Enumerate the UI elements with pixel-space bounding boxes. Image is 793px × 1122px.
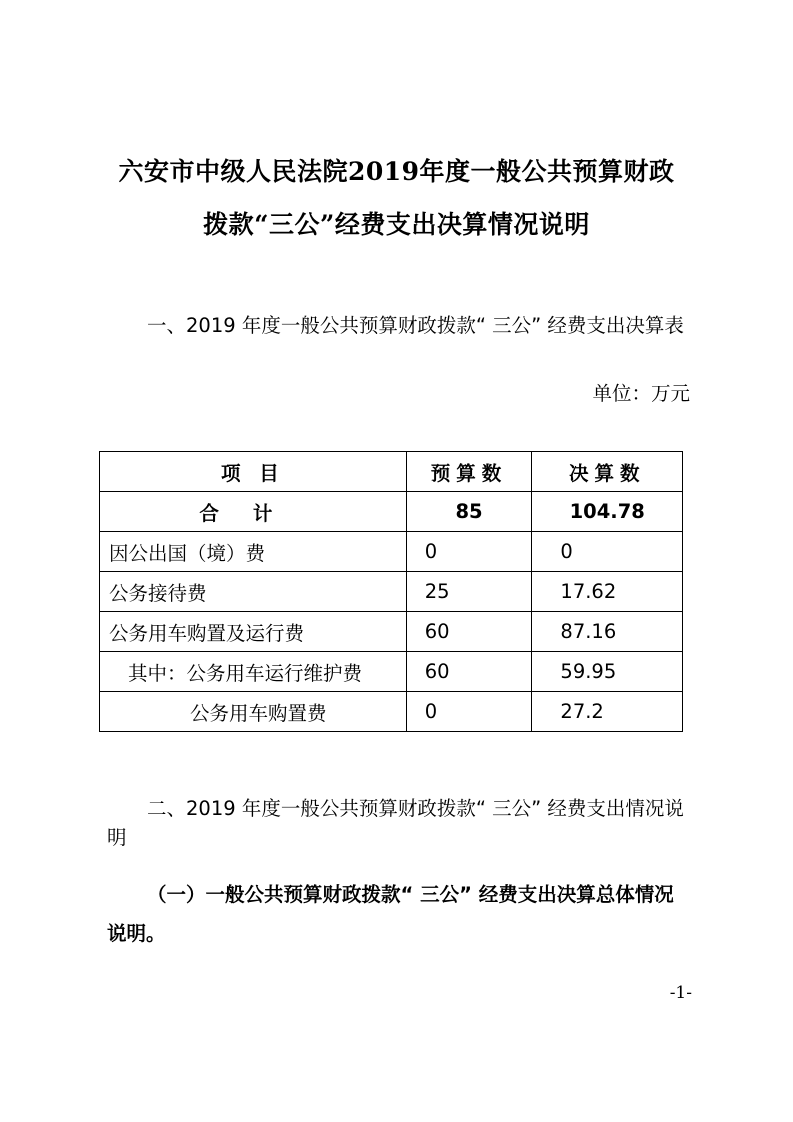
total-final: 104.78 xyxy=(532,492,683,532)
total-label: 合计 xyxy=(100,492,407,532)
row-budget: 25 xyxy=(406,572,532,612)
table-row xyxy=(100,692,683,732)
row-budget: 0 xyxy=(406,532,532,572)
total-budget: 85 xyxy=(406,492,532,532)
row-final: 17.62 xyxy=(532,572,683,612)
section-2-subheading: （一）一般公共预算财政拨款“ 三公” 经费支出决算总体情况说明。 xyxy=(107,883,674,945)
header-item: 项 目 xyxy=(100,452,407,492)
row-label: 公务接待费 xyxy=(100,572,407,612)
section-1-heading: 一、2019 年度一般公共预算财政拨款“ 三公” 经费支出决算表 xyxy=(147,314,684,337)
table-row xyxy=(100,532,683,572)
row-final: 59.95 xyxy=(532,652,683,692)
row-final: 87.16 xyxy=(532,612,683,652)
unit-label: 单位：万元 xyxy=(592,382,690,405)
table-total-row xyxy=(100,492,683,532)
table-row xyxy=(100,572,683,612)
document-title-line-1: 六安市中级人民法院2019年度一般公共预算财政 xyxy=(118,157,675,186)
document-title-line-2: 拨款“三公”经费支出决算情况说明 xyxy=(203,210,590,239)
table-header-row xyxy=(100,452,683,492)
row-label: 公务用车购置费 xyxy=(100,692,407,732)
page-number: -1- xyxy=(669,983,692,1003)
expenditure-table xyxy=(99,451,683,732)
row-final: 0 xyxy=(532,532,683,572)
header-budget: 预算数 xyxy=(406,452,532,492)
row-label: 其中：公务用车运行维护费 xyxy=(100,652,407,692)
section-2-heading: 二、2019 年度一般公共预算财政拨款“ 三公” 经费支出情况说明 xyxy=(107,797,684,849)
row-label: 公务用车购置及运行费 xyxy=(100,612,407,652)
row-budget: 60 xyxy=(406,652,532,692)
header-final: 决算数 xyxy=(532,452,683,492)
row-budget: 60 xyxy=(406,612,532,652)
table-row xyxy=(100,612,683,652)
row-budget: 0 xyxy=(406,692,532,732)
row-label: 因公出国（境）费 xyxy=(100,532,407,572)
row-final: 27.2 xyxy=(532,692,683,732)
table-row xyxy=(100,652,683,692)
